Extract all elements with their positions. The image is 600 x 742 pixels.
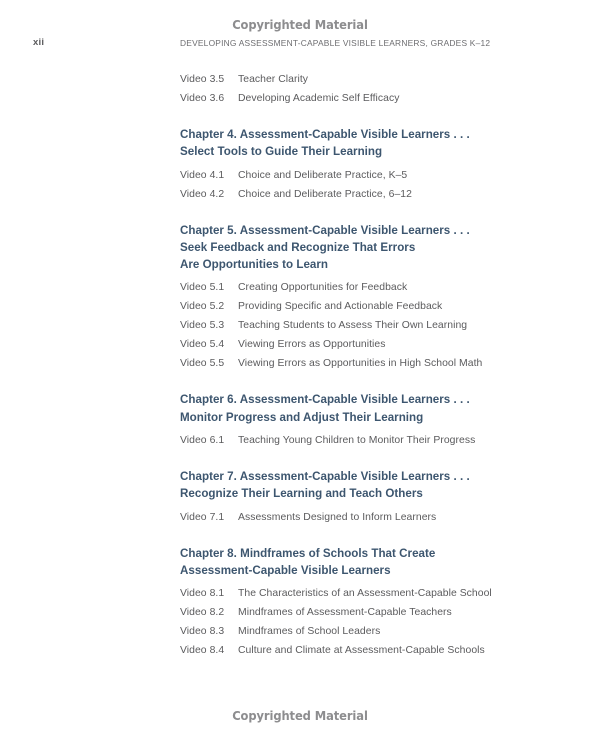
video-number-label: Video 8.4 [180,645,225,657]
chapter-heading-line: Monitor Progress and Adjust Their Learning [180,410,424,424]
chapter-section [180,126,520,204]
chapter-heading-line: Chapter 5. Assessment-Capable Visible Learners . . . [180,223,470,237]
chapter-video-list [180,431,520,450]
video-entry-row [180,603,520,622]
chapter-heading-line: Assessment-Capable Visible Learners [180,563,391,577]
chapter-heading [180,222,520,274]
video-number-label: Video 8.2 [180,607,225,619]
video-title: Teacher Clarity [238,74,309,85]
video-number-label: Video 4.1 [180,169,225,181]
video-entry-row [180,278,520,297]
chapter-section [180,391,520,450]
chapter-heading [180,468,520,503]
chapter-section [180,468,520,527]
chapter-heading-line: Are Opportunities to Learn [180,258,329,272]
video-title: Viewing Errors as Opportunities in High School Math [238,358,483,370]
copyright-watermark-top: Copyrighted Material [232,17,368,32]
chapter-heading-line: Seek Feedback and Recognize That Errors [180,240,416,254]
video-title: Teaching Students to Assess Their Own Learning [238,320,468,332]
video-entry-row [180,70,520,89]
chapter-video-list [180,584,520,660]
chapter-sections [180,126,520,660]
video-contents-list [180,70,520,660]
video-title: Viewing Errors as Opportunities [238,339,386,351]
video-entry-row [180,641,520,660]
chapter-heading [180,126,520,161]
chapter-heading [180,391,520,426]
chapter-heading [180,545,520,580]
chapter-heading-line: Chapter 4. Assessment-Capable Visible Learners . . . [180,128,470,141]
chapter-section [180,545,520,661]
video-entry-row [180,89,520,108]
video-number-label: Video 5.4 [180,339,225,351]
video-number-label: Video 4.2 [180,188,225,200]
video-entry-row [180,584,520,603]
video-entry-row [180,622,520,641]
video-title: Teaching Young Children to Monitor Their Progress [238,435,476,447]
video-number-label: Video 3.6 [180,93,225,104]
chapter-heading-line: Chapter 6. Assessment-Capable Visible Learners . . . [180,393,470,407]
video-number-label: Video 3.5 [180,74,225,85]
video-title: Assessments Designed to Inform Learners [238,511,437,523]
chapter-video-list [180,166,520,204]
chapter-video-list [180,508,520,527]
video-number-label: Video 8.3 [180,626,225,638]
video-number-label: Video 6.1 [180,435,225,447]
video-title: Mindframes of School Leaders [238,626,381,638]
video-title: Creating Opportunities for Feedback [238,282,408,294]
video-number-label: Video 5.2 [180,301,225,313]
video-title: The Characteristics of an Assessment-Capable School [238,588,492,600]
lead-video-list [180,70,520,108]
video-entry-row [180,508,520,527]
video-entry-row [180,185,520,204]
chapter-heading-line: Select Tools to Guide Their Learning [180,145,383,159]
video-number-label: Video 5.3 [180,320,225,332]
chapter-heading-line: Chapter 8. Mindframes of Schools That Create [180,546,436,560]
video-title: Developing Academic Self Efficacy [238,93,400,104]
video-title: Mindframes of Assessment-Capable Teachers [238,607,452,619]
video-number-label: Video 7.1 [180,511,225,523]
video-number-label: Video 5.5 [180,358,225,370]
video-title: Choice and Deliberate Practice, 6–12 [238,188,412,200]
video-title: Choice and Deliberate Practice, K–5 [238,169,408,181]
video-entry-row [180,166,520,185]
page-number: xii [33,37,45,48]
video-entry-row [180,316,520,335]
video-title: Providing Specific and Actionable Feedback [238,301,443,313]
chapter-heading-line: Recognize Their Learning and Teach Others [180,487,423,501]
running-head: DEVELOPING ASSESSMENT-CAPABLE VISIBLE LEARNERS, GRADES K–12 [180,38,491,48]
chapter-section [180,222,520,374]
video-entry-row [180,335,520,354]
video-title: Culture and Climate at Assessment-Capable Schools [238,645,485,657]
video-entry-row [180,431,520,450]
video-number-label: Video 5.1 [180,282,225,294]
chapter-video-list [180,278,520,373]
video-entry-row [180,354,520,373]
copyright-watermark-bottom: Copyrighted Material [232,708,368,723]
video-number-label: Video 8.1 [180,588,225,600]
chapter-heading-line: Chapter 7. Assessment-Capable Visible Learners . . . [180,470,470,484]
video-entry-row [180,297,520,316]
